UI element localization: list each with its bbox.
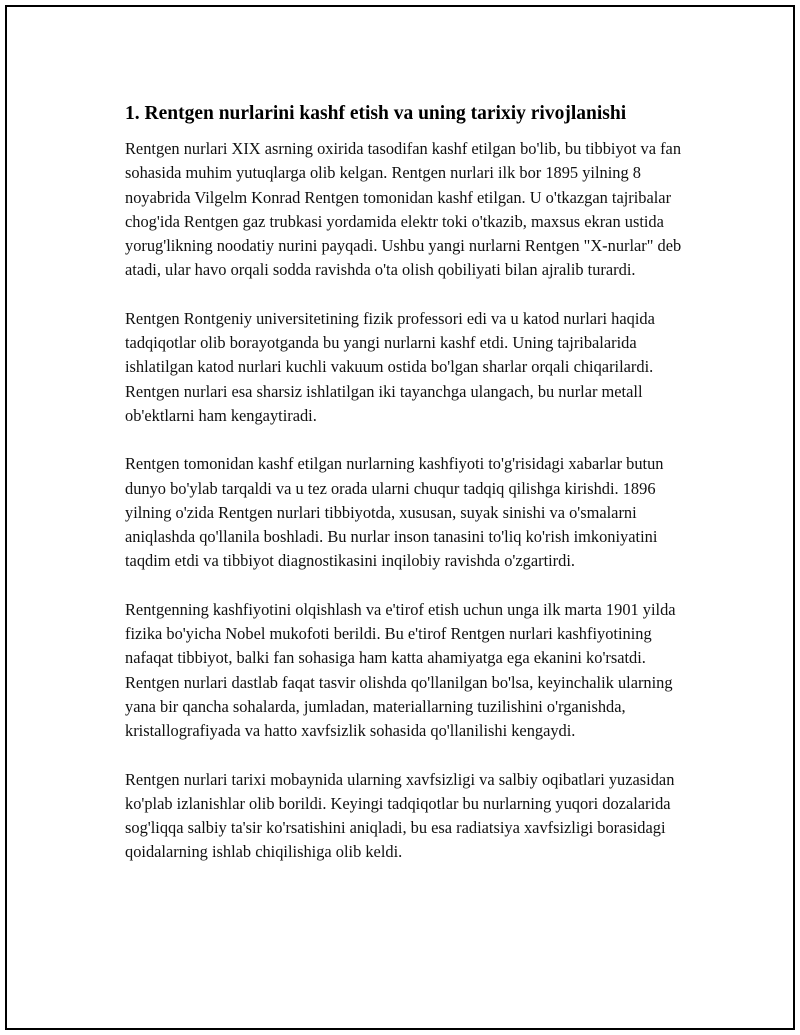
- paragraph-medical-use: Rentgen tomonidan kashf etilgan nurlarning kashfiyoti to'g'risidagi xabarlar butun dunyo bo'ylab tarqaldi va u tez orada ularni chuqur tadqiq qilishga kirishdi. 1896 yilning o'zida Rentgen nurlari tibbiyotda, xususan, suyak sinishi va o'smalarni aniqlashda qo'llanila boshladi. Bu nurlar inson tanasini to'liq ko'rish imkoniyatini taqdim etdi va tibbiyot diagnostikasini inqilobiy ravishda o'zgartirdi.: [125, 454, 664, 571]
- paragraph-cathode-rays: Rentgen Rontgeniy universitetining fizik professori edi va u katod nurlari haqida tadqiqotlar olib borayotganda bu yangi nurlarni kashf etdi. Uning tajribalarida ishlatilgan katod nurlari kuchli vakuum ostida bo'lgan sharlar orqali chiqarilardi. Rentgen nurlari esa sharsiz ishlatilgan iki tayanchga ulangach, bu nurlar metall ob'ektlarni ham kengaytiradi.: [125, 308, 655, 425]
- document-title: 1. Rentgen nurlarini kashf etish va uning tarixiy rivojlanishi: [125, 103, 627, 124]
- page-border-frame: [5, 5, 795, 1030]
- paragraph-nobel-prize: Rentgenning kashfiyotini olqishlash va e'tirof etish uchun unga ilk marta 1901 yilda fizika bo'yicha Nobel mukofoti berildi. Bu e'tirof Rentgen nurlari kashfiyotining nafaqat tibbiyot, balki fan sohasiga ham katta ahamiyatga ega ekanini ko'rsatdi. Rentgen nurlari dastlab faqat tasvir olishda qo'llanilgan bo'lsa, keyinchalik ularning yana bir qancha sohalarda, jumladan, materiallarning tuzilishini o'rganishda, kristallografiyada va hatto xavfsizlik sohasida qo'llanilishi kengaydi.: [125, 599, 676, 741]
- paragraph-discovery: Rentgen nurlari XIX asrning oxirida tasodifan kashf etilgan bo'lib, bu tibbiyot va fan sohasida muhim yutuqlarga olib kelgan. Rentgen nurlari ilk bor 1895 yilning 8 noyabrida Vilgelm Konrad Rentgen tomonidan kashf etilgan. U o'tkazgan tajribalar chog'ida Rentgen gaz trubkasi yordamida elektr toki o'tkazib, maxsus ekran ustida yorug'likning noodatiy nurini payqadi. Ushbu yangi nurlarni Rentgen "X-nurlar" deb atadi, ular havo orqali sodda ravishda o'ta olish qobiliyati bilan ajralib turardi.: [125, 139, 682, 280]
- document-body: [125, 101, 695, 889]
- paragraph-safety: Rentgen nurlari tarixi mobaynida ularning xavfsizligi va salbiy oqibatlari yuzasidan ko'plab izlanishlar olib borildi. Keyingi tadqiqotlar bu nurlarning yuqori dozalarida sog'liqqa salbiy ta'sir ko'rsatishini aniqladi, bu esa radiatsiya xavfsizligi borasidagi qoidalarning ishlab chiqilishiga olib keldi.: [125, 769, 675, 862]
